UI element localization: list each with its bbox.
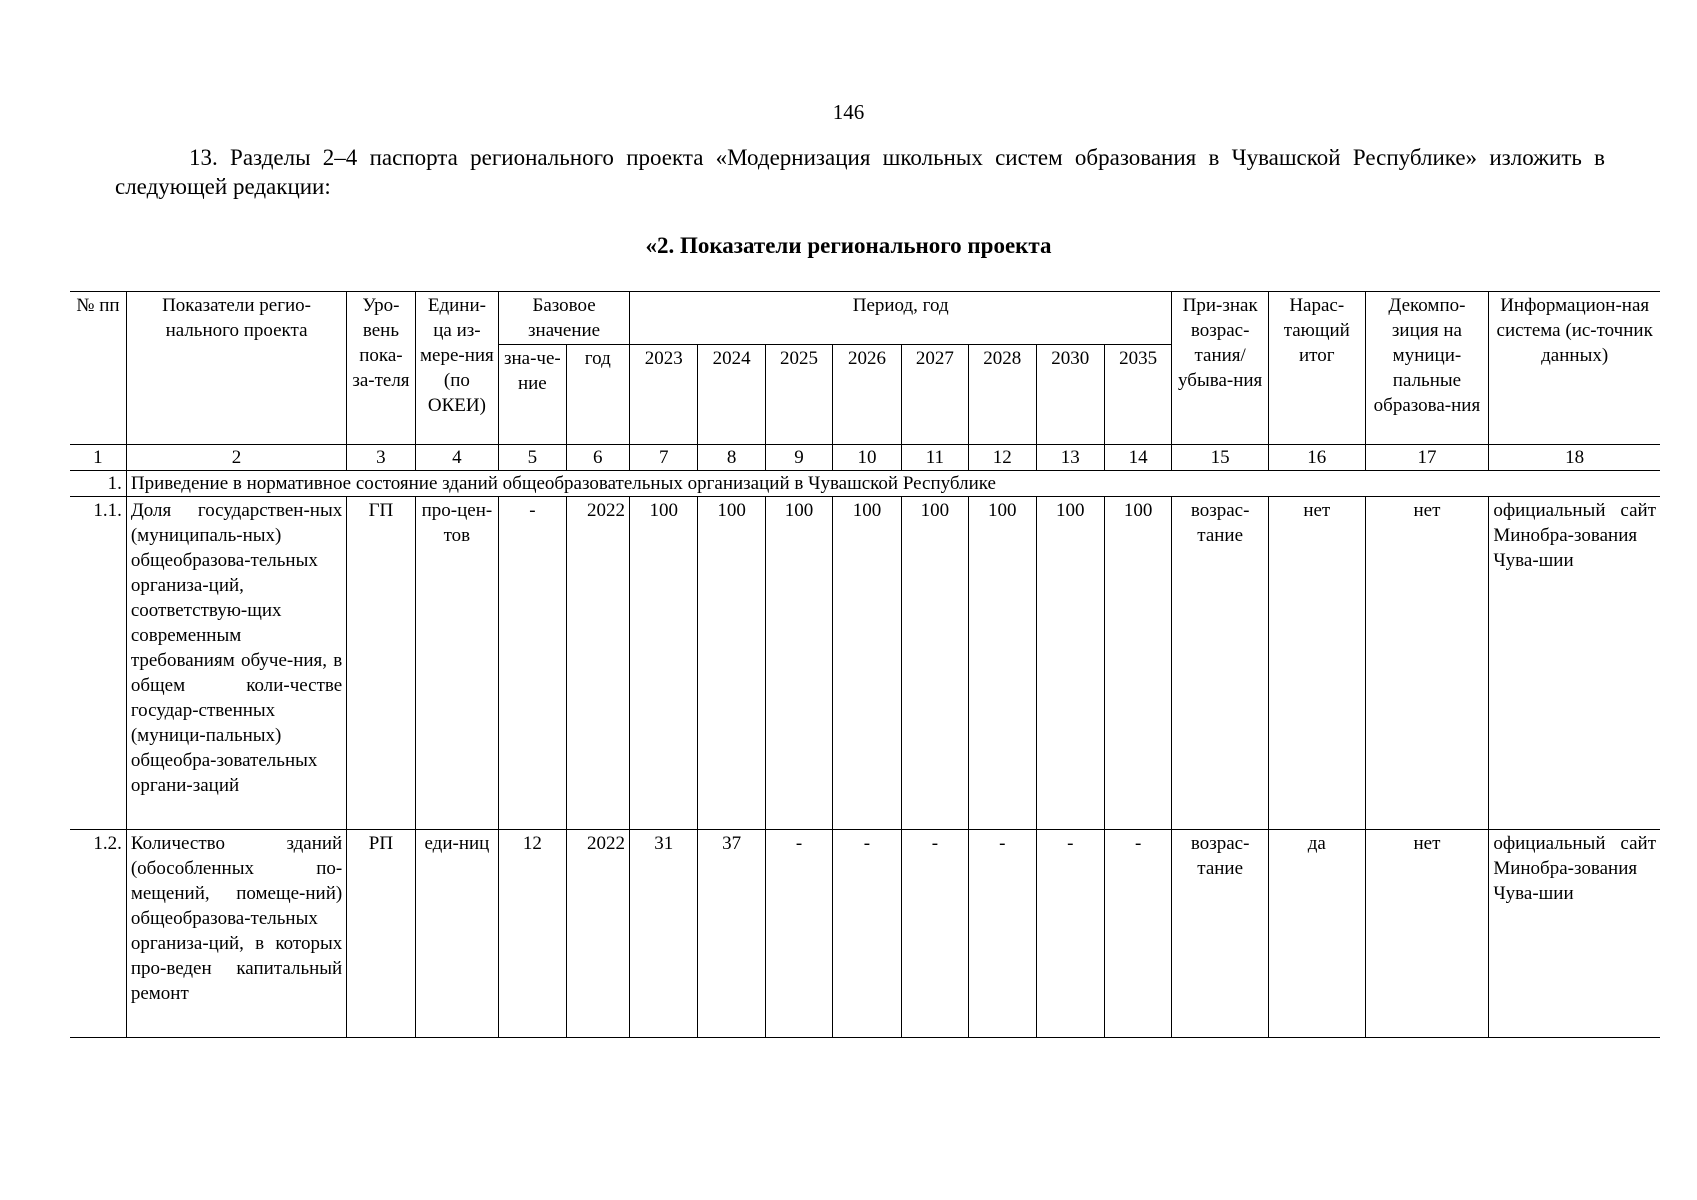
row-value: - — [901, 830, 968, 1038]
column-number: 16 — [1268, 445, 1365, 471]
row-value: 100 — [833, 497, 901, 830]
column-number: 12 — [969, 445, 1036, 471]
header-year: 2030 — [1036, 345, 1104, 445]
section-heading: Приведение в нормативное состояние зданий общеобразовательных организаций в Чувашской Республике — [126, 471, 1660, 497]
column-number: 8 — [698, 445, 765, 471]
section-row — [70, 471, 1660, 497]
column-number: 3 — [347, 445, 415, 471]
row-num: 1.1. — [70, 497, 126, 830]
row-value: 37 — [698, 830, 765, 1038]
row-value: 100 — [765, 497, 832, 830]
header-year: 2025 — [765, 345, 832, 445]
column-number: 15 — [1172, 445, 1269, 471]
section-title: «2. Показатели регионального проекта — [645, 233, 1052, 258]
row-value: 100 — [629, 497, 697, 830]
row-info-system: официальный сайт Минобра-зования Чува-шии — [1489, 830, 1660, 1038]
section-num: 1. — [70, 471, 126, 497]
column-number: 10 — [833, 445, 901, 471]
indicators-table — [70, 291, 1660, 1038]
column-number: 14 — [1104, 445, 1171, 471]
row-level: РП — [347, 830, 415, 1038]
header-year: 2026 — [833, 345, 901, 445]
row-cumulative: да — [1268, 830, 1365, 1038]
row-base-value: 12 — [499, 830, 566, 1038]
row-value: 100 — [1036, 497, 1104, 830]
column-number: 18 — [1489, 445, 1660, 471]
row-value: 100 — [1104, 497, 1171, 830]
header-year: 2028 — [969, 345, 1036, 445]
header-base: Базовое значение — [499, 292, 630, 345]
header-level: Уро-вень пока-за-теля — [347, 292, 415, 445]
row-decomposition: нет — [1365, 497, 1489, 830]
header-indicator: Показатели регио-нального проекта — [126, 292, 346, 445]
header-info-system: Информацион-ная система (ис-точник данных) — [1489, 292, 1660, 445]
row-num: 1.2. — [70, 830, 126, 1038]
row-unit: про-цен-тов — [415, 497, 499, 830]
row-value: - — [833, 830, 901, 1038]
column-number: 1 — [70, 445, 126, 471]
row-cumulative: нет — [1268, 497, 1365, 830]
row-decomposition: нет — [1365, 830, 1489, 1038]
row-base-year: 2022 — [566, 830, 629, 1038]
column-number-row — [70, 445, 1660, 471]
page-number: 146 — [832, 100, 865, 124]
header-period: Период, год — [629, 292, 1171, 345]
row-value: 100 — [969, 497, 1036, 830]
row-value: 100 — [698, 497, 765, 830]
header-year: 2024 — [698, 345, 765, 445]
column-number: 5 — [499, 445, 566, 471]
header-trend: При-знак возрас-тания/ убыва-ния — [1172, 292, 1269, 445]
header-year: 2027 — [901, 345, 968, 445]
row-base-year: 2022 — [566, 497, 629, 830]
column-number: 6 — [566, 445, 629, 471]
column-number: 13 — [1036, 445, 1104, 471]
row-level: ГП — [347, 497, 415, 830]
row-value: - — [1036, 830, 1104, 1038]
column-number: 4 — [415, 445, 499, 471]
table-row — [70, 497, 1660, 830]
row-value: - — [969, 830, 1036, 1038]
row-value: 100 — [901, 497, 968, 830]
header-year: 2023 — [629, 345, 697, 445]
header-decomposition: Декомпо-зиция на муници-пальные образова-ния — [1365, 292, 1489, 445]
header-base-value: зна-че-ние — [499, 345, 566, 445]
row-indicator: Количество зданий (обособленных по-мещений, помеще-ний) общеобразова-тельных организа-ций, в которых про-веден капитальный ремонт — [126, 830, 346, 1038]
row-indicator: Доля государствен-ных (муниципаль-ных) общеобразова-тельных организа-ций, соответствую-щих современным требованиям обуче-ния, в общем коли-честве государ-ственных (муници-пальных) общеобра-зовательных органи-заций — [126, 497, 346, 830]
header-num: № пп — [70, 292, 126, 445]
column-number: 11 — [901, 445, 968, 471]
row-unit: еди-ниц — [415, 830, 499, 1038]
column-number: 17 — [1365, 445, 1489, 471]
row-trend: возрас-тание — [1172, 497, 1269, 830]
row-info-system: официальный сайт Минобра-зования Чува-шии — [1489, 497, 1660, 830]
row-trend: возрас-тание — [1172, 830, 1269, 1038]
row-value: - — [765, 830, 832, 1038]
header-cumulative: Нарас-тающий итог — [1268, 292, 1365, 445]
header-base-year: год — [566, 345, 629, 445]
header-unit: Едини-ца из-мере-ния (по ОКЕИ) — [415, 292, 499, 445]
intro-paragraph: 13. Разделы 2–4 паспорта регионального проекта «Модернизация школьных систем образования в Чувашской Республике» изложить в следующей редакции: — [115, 145, 1605, 199]
column-number: 2 — [126, 445, 346, 471]
header-row — [70, 292, 1660, 345]
row-value: - — [1104, 830, 1171, 1038]
table-row — [70, 830, 1660, 1038]
row-value: 31 — [629, 830, 697, 1038]
row-base-value: - — [499, 497, 566, 830]
header-year: 2035 — [1104, 345, 1171, 445]
column-number: 9 — [765, 445, 832, 471]
column-number: 7 — [629, 445, 697, 471]
